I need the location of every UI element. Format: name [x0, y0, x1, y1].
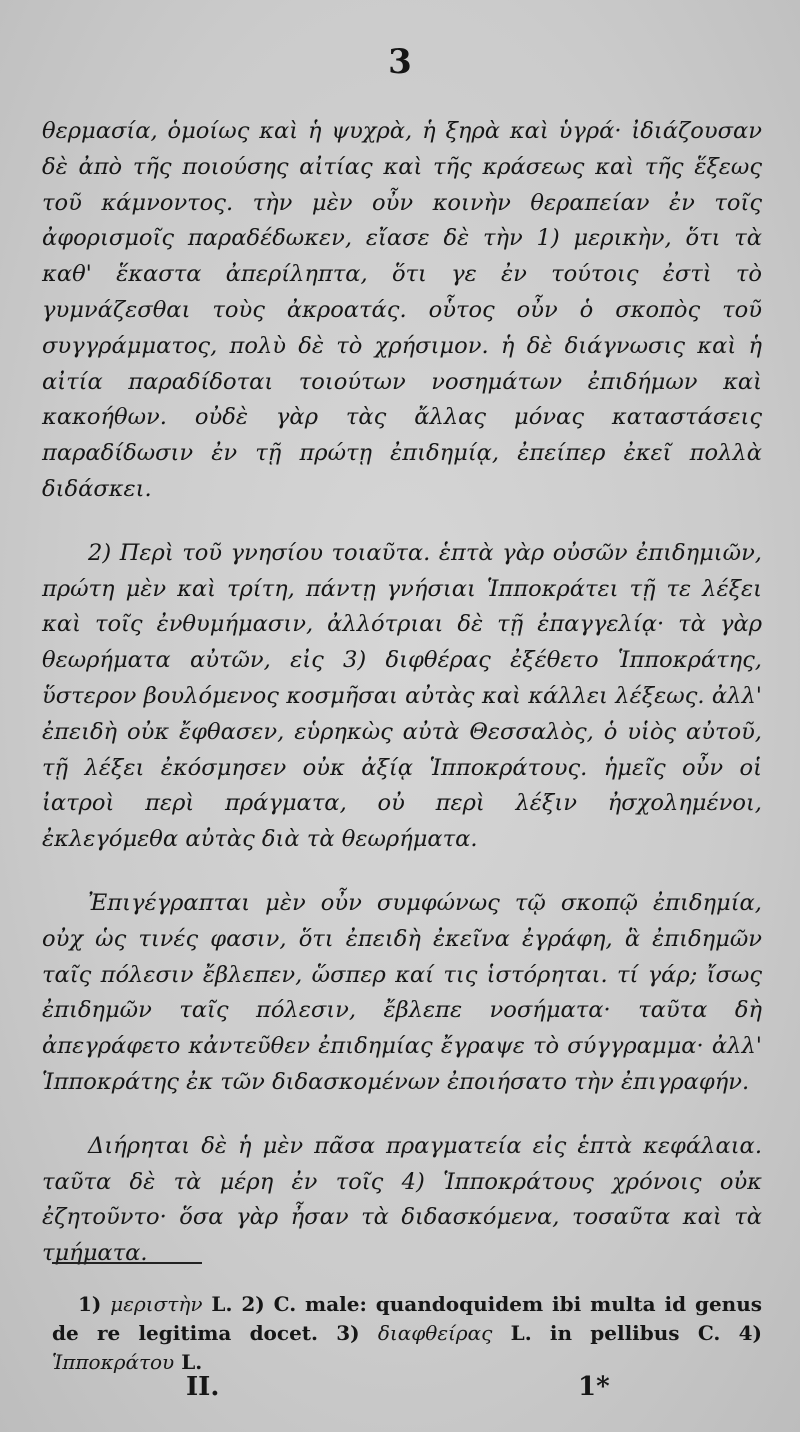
- signature-row: [0, 1372, 800, 1412]
- paragraph-2: 2) Περὶ τοῦ γνησίου τοιαῦτα. ἑπτὰ γὰρ οὐσῶν ἐπιδημιῶν, πρώτη μὲν καὶ τρίτη, πάντῃ γνήσιαι Ἱπποκράτει τῇ τε λέξει καὶ τοῖς ἐνθυμήμασιν, ἀλλότριαι δὲ τῇ ἐπαγγελίᾳ· τὰ γὰρ θεωρήματα αὐτῶν, εἰς 3) διφθέρας ἐξέθετο Ἱπποκράτης, ὕστερον βουλόμενος κοσμῆσαι αὐτὰς καὶ κάλλει λέξεως. ἀλλ' ἐπειδὴ οὐκ ἔφθασεν, εὑρηκὼς αὐτὰ Θεσσαλὸς, ὁ υἱὸς αὐτοῦ, τῇ λέξει ἐκόσμησεν οὐκ ἀξίᾳ Ἱπποκράτους. ἡμεῖς οὖν οἱ ἰατροὶ περὶ πράγματα, οὐ περὶ λέξιν ἠσχολημένοι, ἐκλεγόμεθα αὐτὰς διὰ τὰ θεωρήματα.: [42, 539, 762, 853]
- footnote-3-greek: διαφθείρας: [377, 1321, 493, 1345]
- footnote-4-marker: 4): [738, 1321, 762, 1345]
- signature-mark-left: II.: [186, 1372, 220, 1402]
- footnote-2-marker: 2): [241, 1292, 265, 1316]
- footnote-4-greek: Ἱπποκράτου: [52, 1350, 175, 1374]
- footnote-1-marker: 1): [78, 1292, 102, 1316]
- footnote-1-source: L.: [211, 1292, 233, 1316]
- paragraph-3: Ἐπιγέγραπται μὲν οὖν συμφώνως τῷ σκοπῷ ἐπιδημία, οὐχ ὡς τινές φασιν, ὅτι ἐπειδὴ ἐκεῖνα ἐγράφη, ἃ ἐπιδημῶν ταῖς πόλεσιν ἔβλεπεν, ὥσπερ καί τις ἱστόρηται. τί γάρ; ἴσως ἐπιδημῶν ταῖς πόλεσιν, ἔβλεπε νοσήματα· ταῦτα δὴ ἀπεγράφετο κἀντεῦθεν ἐπιδημίας ἔγραψε τὸ σύγγραμμα· ἀλλ' Ἱπποκράτης ἐκ τῶν διδασκομένων ἐποιήσατο τὴν ἐπιγραφήν.: [42, 889, 762, 1095]
- footnote-1-greek: μεριστὴν: [110, 1292, 203, 1316]
- footnote-3-text: L. in pellibus C.: [510, 1321, 721, 1345]
- footnote-2-text: C. male: quandoquidem ibi multa id genus de re legitima docet.: [52, 1292, 763, 1345]
- page-number: 3: [388, 42, 412, 82]
- signature-mark-right: 1*: [578, 1372, 610, 1402]
- paragraph-4: Διήρηται δὲ ἡ μὲν πᾶσα πραγματεία εἰς ἑπτὰ κεφάλαια. ταῦτα δὲ τὰ μέρη ἐν τοῖς 4) Ἱπποκράτους χρόνοις οὐκ ἐζητοῦντο· ὅσα γὰρ ἦσαν τὰ διδασκόμενα, τοσαῦτα καὶ τὰ τμήματα.: [42, 1132, 762, 1267]
- footnote-separator: [52, 1262, 202, 1264]
- footnote-4-source: L.: [181, 1350, 203, 1374]
- paragraph-1: θερμασία, ὁμοίως καὶ ἡ ψυχρὰ, ἡ ξηρὰ καὶ ὑγρά· ἰδιάζουσαν δὲ ἀπὸ τῆς ποιούσης αἰτίας καὶ τῆς κράσεως καὶ τῆς ἕξεως τοῦ κάμνοντος. τὴν μὲν οὖν κοινὴν θεραπείαν ἐν τοῖς ἀφορισμοῖς παραδέδωκεν, εἴασε δὲ τὴν 1) μερικὴν, ὅτι τὰ καθ' ἕκαστα ἀπερίληπτα, ὅτι γε ἐν τούτοις ἐστὶ τὸ γυμνάζεσθαι τοὺς ἀκροατάς. οὗτος οὖν ὁ σκοπὸς τοῦ συγγράμματος, πολὺ δὲ τὸ χρήσιμον. ἡ δὲ διάγνωσις καὶ ἡ αἰτία παραδίδοται τοιούτων νοσημάτων ἐπιδήμων καὶ κακοήθων. οὐδὲ γὰρ τὰς ἄλλας μόνας καταστάσεις παραδίδωσιν ἐν τῇ πρώτῃ ἐπιδημίᾳ, ἐπείπερ ἐκεῖ πολλὰ διδάσκει.: [42, 118, 762, 502]
- footnotes: [52, 1290, 762, 1377]
- body-text: [42, 114, 762, 1272]
- footnote-3-marker: 3): [336, 1321, 360, 1345]
